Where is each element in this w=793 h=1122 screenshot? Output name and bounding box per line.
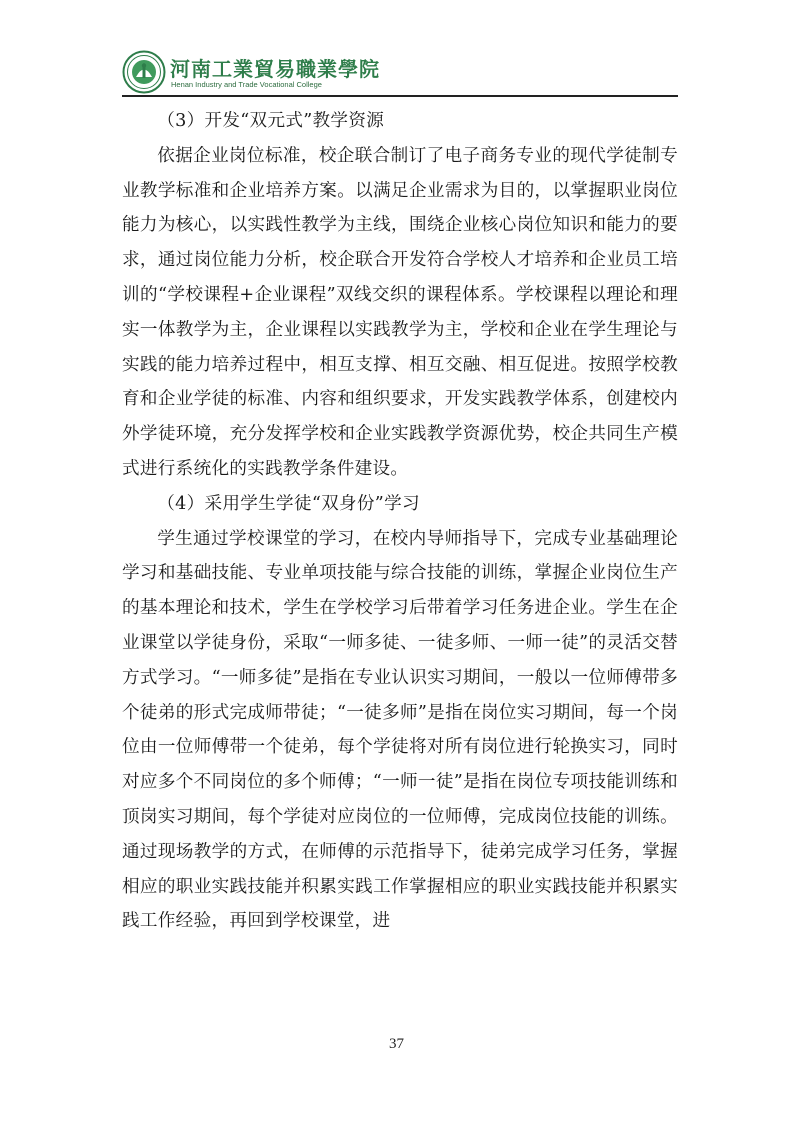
section-3-heading: （3）开发“双元式”教学资源 [157,111,385,131]
college-logo-icon [122,50,166,94]
section-3-paragraph: 依据企业岗位标准，校企联合制订了电子商务专业的现代学徒制专业教学标准和企业培养方案。以满足企业需求为目的，以掌握职业岗位能力为核心，以实践性教学为主线，围绕企业核心岗位知识和能力的要求，通过岗位能力分析，校企联合开发符合学校人才培养和企业员工培训的“学校课程+企业课程”双线交织的课程体系。学校课程以理论和理实一体教学为主，企业课程以实践教学为主，学校和企业在学生理论与实践的能力培养过程中，相互支撑、相互交融、相互促进。按照学校教育和企业学徒的标准、内容和组织要求，开发实践教学体系，创建校内外学徒环境，充分发挥学校和企业实践教学资源优势，校企共同生产模式进行系统化的实践教学条件建设。 [122,145,678,479]
page-number: 37 [389,1036,404,1052]
header-divider [122,95,678,97]
document-body [122,104,678,939]
college-name-english: Henan Industry and Trade Vocational College [171,80,322,89]
college-name-chinese: 河南工業貿易職業學院 [170,57,380,81]
section-4-heading: （4）采用学生学徒“双身份”学习 [157,493,420,514]
page-header [122,50,678,94]
section-4-paragraph: 学生通过学校课堂的学习，在校内导师指导下，完成专业基础理论学习和基础技能、专业单项技能与综合技能的训练，掌握企业岗位生产的基本理论和技术，学生在学校学习后带着学习任务进企业。学生在企业课堂以学徒身份，采取“一师多徒、一徒多师、一师一徒”的灵活交替方式学习。“一师多徒”是指在专业认识实习期间，一般以一位师傅带多个徒弟的形式完成师带徒；“一徒多师”是指在岗位实习期间，每一个岗位由一位师傅带一个徒弟，每个学徒将对所有岗位进行轮换实习，同时对应多个不同岗位的多个师傅；“一师一徒”是指在岗位专项技能训练和顶岗实习期间，每个学徒对应岗位的一位师傅，完成岗位技能的训练。通过现场教学的方式，在师傅的示范指导下，徒弟完成学习任务，掌握相应的职业实践技能并积累实践工作掌握相应的职业实践技能并积累实践工作经验，再回到学校课堂，进 [122,528,678,932]
